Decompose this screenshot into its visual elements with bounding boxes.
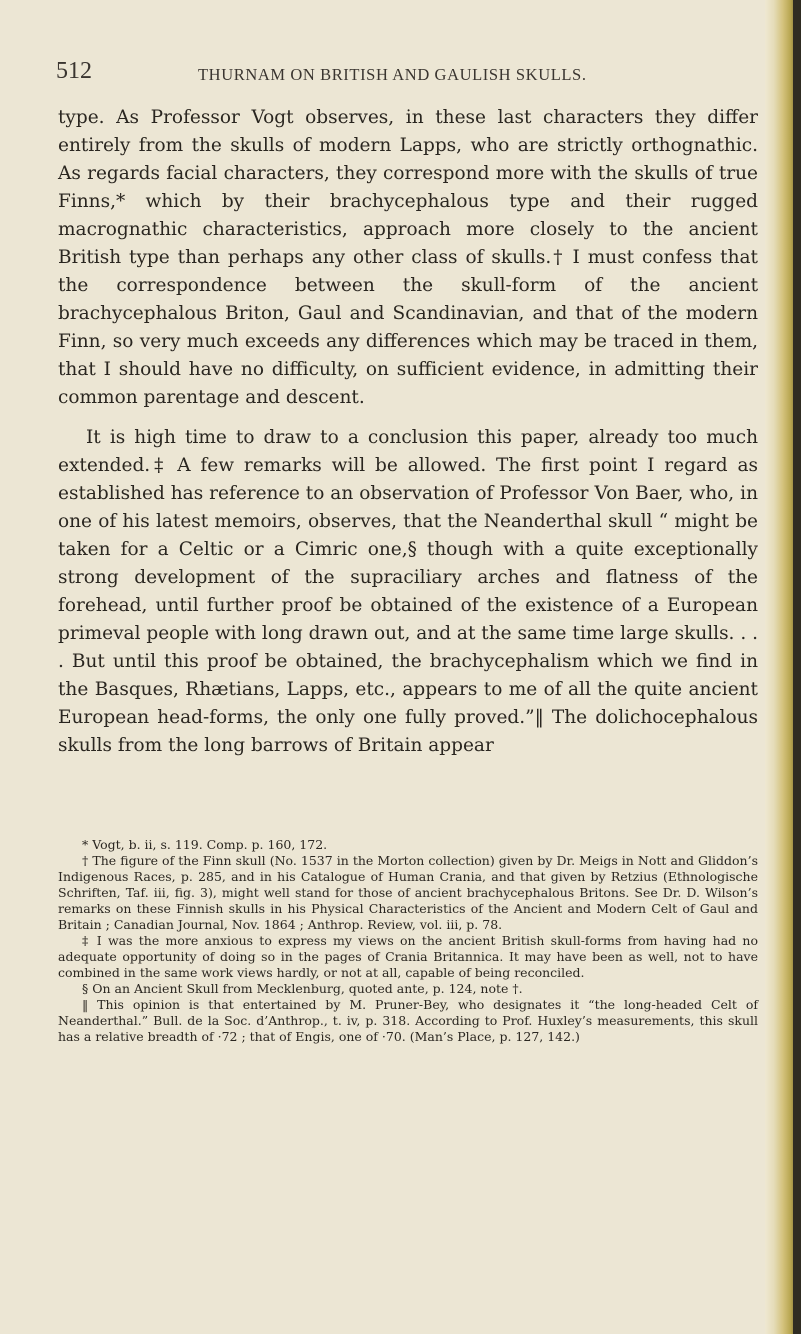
- footnote-parallel: ‖ This opinion is that entertained by M. Pruner-Bey, who designates it “the long-headed Celt of Neanderthal.” Bull. de la Soc. d’Anthrop., t. iv, p. 318. According to Prof. Huxley’s measurements, this skull has a relative breadth of ·72 ; that of Engis, one of ·70. (Man’s Place, p. 127, 142.): [58, 997, 758, 1044]
- paragraph-2: It is high time to draw to a conclusion this paper, already too much extended.‡ A few remarks will be allowed. The first point I regard as established has reference to an observation of Professor Von Baer, who, in one of his latest memoirs, observes, that the Neanderthal skull “ might be taken for a Celtic or a Cimric one,§ though with a quite exceptionally strong development of the supraciliary arches and flatness of the forehead, until further proof be obtained of the existence of a European primeval people with long drawn out, and at the same time large skulls. . . . But until this proof be obtained, the brachycephalism which we find in the Basques, Rhætians, Lapps, etc., appears to me of all the quite ancient European head-forms, the only one fully proved.”‖ The dolichocephalous skulls from the long barrows of Britain appear: [58, 427, 758, 756]
- footnote-section: § On an Ancient Skull from Mecklenburg, quoted ante, p. 124, note †.: [82, 981, 523, 996]
- paragraph-1: type. As Professor Vogt observes, in these last characters they differ entirely from the skulls of modern Lapps, who are strictly orthognathic. As regards facial characters, they correspond more with the skulls of true Finns,* which by their brachycephalous type and their rugged macrognathic characteristics, approach more closely to the ancient British type than perhaps any other class of skulls.† I must confess that the correspondence between the skull-form of the ancient brachycephalous Briton, Gaul and Scandinavian, and that of the modern Finn, so very much exceeds any differences which may be traced in them, that I should have no difficulty, on sufficient evidence, in admitting their common parentage and descent.: [58, 107, 758, 408]
- body-text: [58, 104, 758, 760]
- footnote-double-dagger: ‡ I was the more anxious to express my views on the ancient British skull-forms from having had no adequate opportunity of doing so in the pages of Crania Britannica. It may have been as well, not to have combined in the same work views hardly, or not at all, capable of being reconciled.: [58, 933, 758, 980]
- page-number: 512: [56, 58, 92, 84]
- page-header: [58, 58, 758, 88]
- running-head: THURNAM ON BRITISH AND GAULISH SKULLS.: [198, 65, 587, 84]
- footnote-dagger: † The figure of the Finn skull (No. 1537 in the Morton collection) given by Dr. Meigs in Nott and Gliddon’s Indigenous Races, p. 285, and in his Catalogue of Human Crania, and that given by Retzius (Ethnologische Schriften, Taf. iii, fig. 3), might well stand for those of ancient brachycephalous Britons. See Dr. D. Wilson’s remarks on these Finnish skulls in his Physical Characteristics of the Ancient and Modern Celt of Gaul and Britain ; Canadian Journal, Nov. 1864 ; Anthrop. Review, vol. iii, p. 78.: [58, 853, 758, 932]
- footnote-asterisk: * Vogt, b. ii, s. 119. Comp. p. 160, 172.: [82, 837, 328, 852]
- footnotes: [58, 837, 758, 1045]
- page-binding-shadow: [793, 0, 801, 1334]
